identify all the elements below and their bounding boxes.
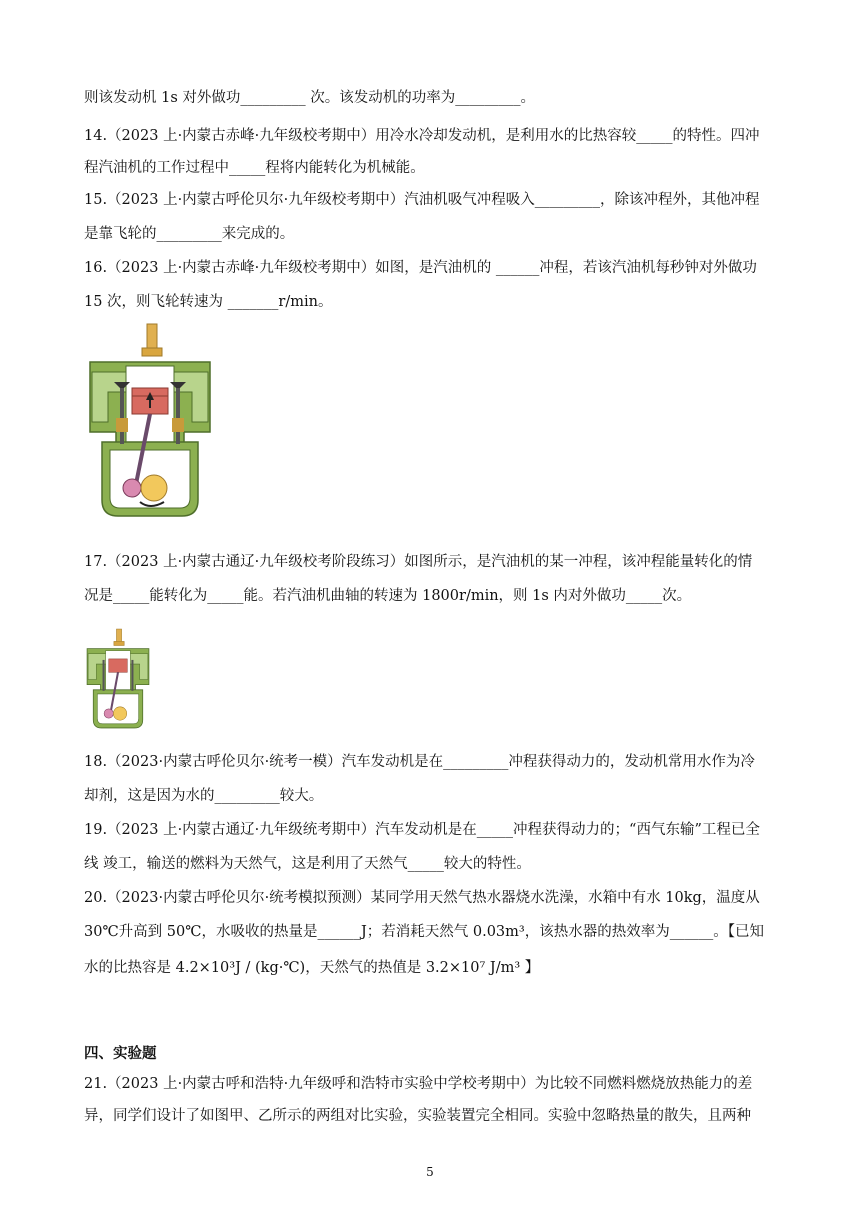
engine-figure-1 — [84, 322, 216, 520]
page-number: 5 — [426, 1165, 434, 1179]
text-line: 15 次，则飞轮转速为 _______r/min。 — [84, 294, 333, 310]
text-line: 线 竣工，输送的燃料为天然气，这是利用了天然气_____较大的特性。 — [84, 856, 531, 872]
text-line: 是靠飞轮的_________来完成的。 — [84, 226, 295, 242]
text-line: 16.（2023 上·内蒙古赤峰·九年级校考期中）如图，是汽油机的 ______冲程，若该汽油机每秒钟对外做功 — [84, 260, 757, 276]
text-line: 30℃升高到 50℃，水吸收的热量是______J；若消耗天然气 0.03m³，该热水器的热效率为______。【已知 — [84, 924, 764, 940]
text-line: 15.（2023 上·内蒙古呼伦贝尔·九年级校考期中）汽油机吸气冲程吸入_________，除该冲程外，其他冲程 — [84, 192, 760, 208]
engine-figure-2 — [84, 616, 152, 742]
text-line: 21.（2023 上·内蒙古呼和浩特·九年级呼和浩特市实验中学校考期中）为比较不同燃料燃烧放热能力的差 — [84, 1076, 753, 1092]
text-line: 异，同学们设计了如图甲、乙所示的两组对比实验，实验装置完全相同。实验中忽略热量的散失，且两种 — [84, 1108, 751, 1124]
text-line: 况是_____能转化为_____能。若汽油机曲轴的转速为 1800r/min，则 1s 内对外做功_____次。 — [84, 588, 692, 604]
text-line: 水的比热容是 4.2×10³J / (kg·℃)，天然气的热值是 3.2×10⁷ J/m³ 】 — [84, 960, 540, 976]
text-line: 19.（2023 上·内蒙古通辽·九年级统考期中）汽车发动机是在_____冲程获得动力的；“西气东输”工程已全 — [84, 822, 760, 838]
text-line: 18.（2023·内蒙古呼伦贝尔·统考一模）汽车发动机是在_________冲程获得动力的，发动机常用水作为冷 — [84, 754, 755, 770]
text-line: 则该发动机 1s 对外做功_________ 次。该发动机的功率为_________。 — [84, 90, 535, 106]
text-line: 17.（2023 上·内蒙古通辽·九年级校考阶段练习）如图所示，是汽油机的某一冲程，该冲程能量转化的情 — [84, 554, 753, 570]
text-line: 14.（2023 上·内蒙古赤峰·九年级校考期中）用冷水冷却发动机，是利用水的比热容较_____的特性。四冲 — [84, 128, 760, 144]
text-line: 程汽油机的工作过程中_____程将内能转化为机械能。 — [84, 160, 425, 176]
text-line: 却剂，这是因为水的_________较大。 — [84, 788, 324, 804]
section-heading: 四、实验题 — [84, 1045, 157, 1062]
text-line: 20.（2023·内蒙古呼伦贝尔·统考模拟预测）某同学用天然气热水器烧水洗澡，水箱中有水 10kg，温度从 — [84, 890, 760, 906]
